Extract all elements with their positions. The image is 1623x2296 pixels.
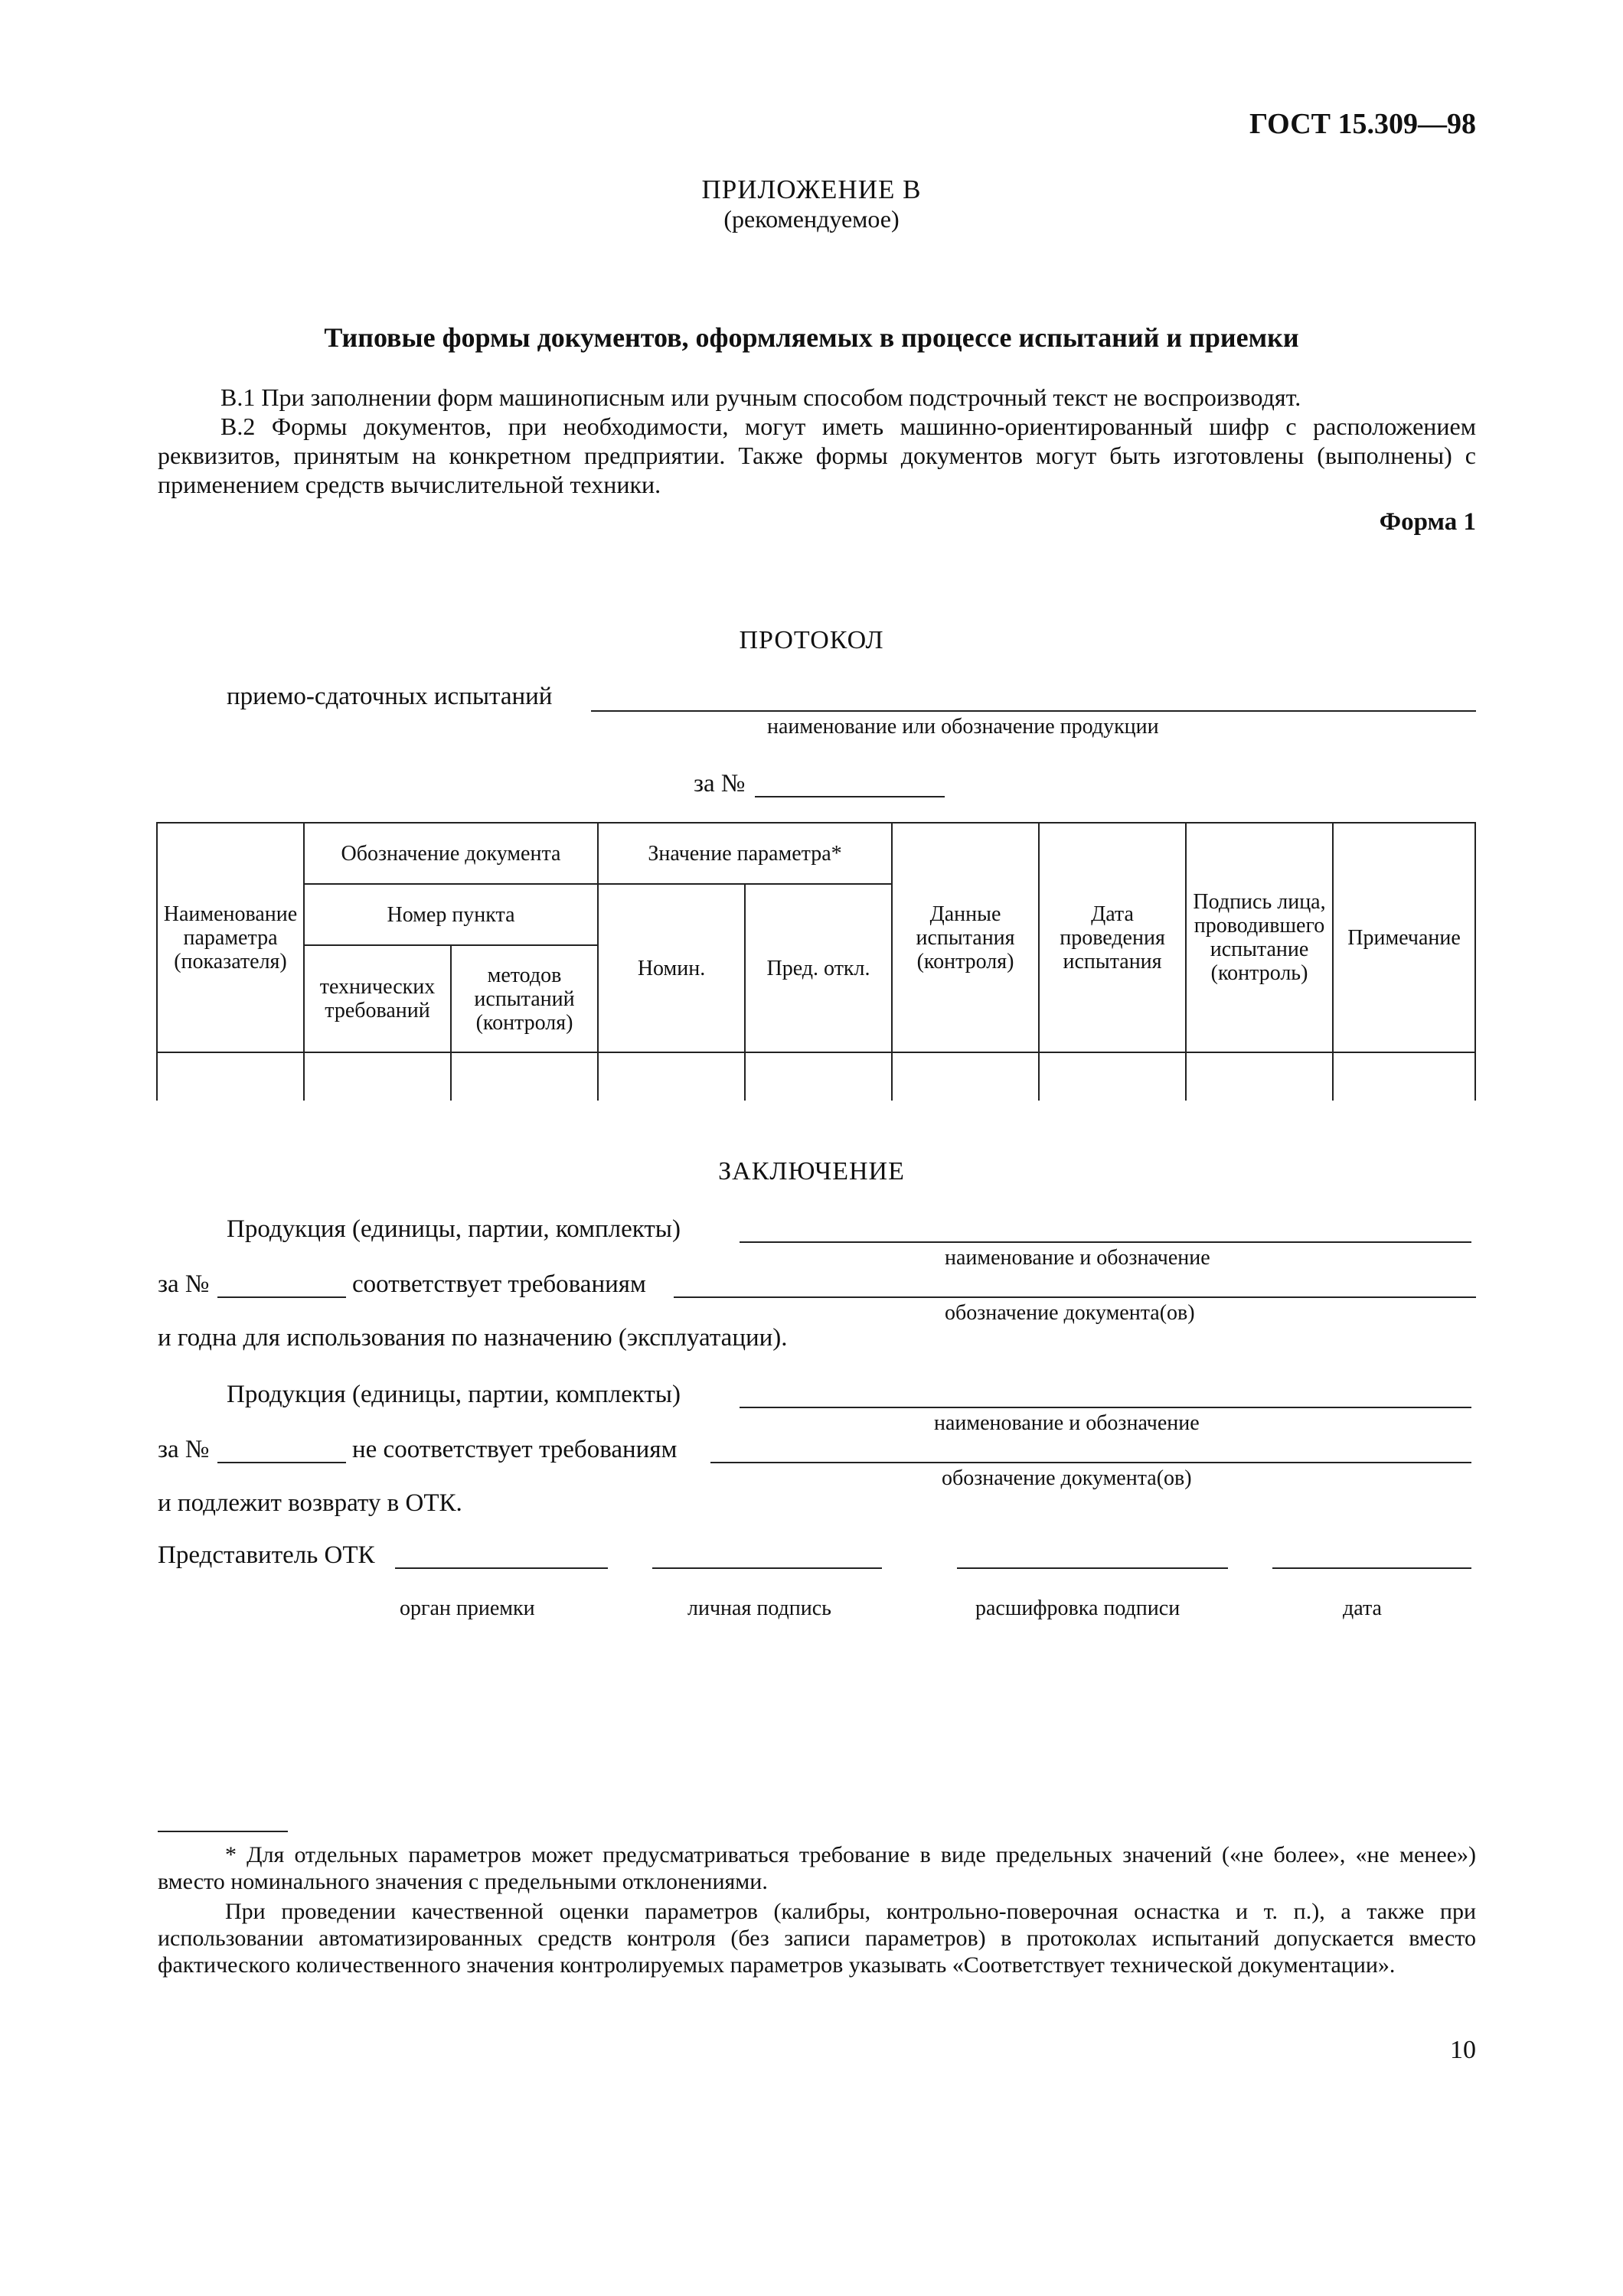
table-cell[interactable]	[892, 1052, 1039, 1101]
not-complies-doc-field[interactable]	[710, 1462, 1471, 1463]
protocol-title: ПРОТОКОЛ	[739, 626, 884, 654]
protocol-line1-label: приемо-сдаточных испытаний	[227, 683, 553, 710]
not-complies-label: не соответствует требованиям	[352, 1436, 678, 1463]
col-tolerance: Пред. откл.	[745, 884, 892, 1052]
conclusion-name-caption-2: наименование и обозначение	[934, 1411, 1200, 1435]
conclusion-name-caption: наименование и обозначение	[945, 1246, 1210, 1270]
table-cell[interactable]	[1333, 1052, 1475, 1101]
conclusion-doc-caption-2: обозначение документа(ов)	[942, 1466, 1192, 1490]
col-param-name: Наименование параметра (показателя)	[157, 823, 304, 1052]
col-test-data: Данные испытания (контроля)	[892, 823, 1039, 1052]
standard-designation: ГОСТ 15.309—98	[1249, 108, 1476, 140]
sig-caption-body: орган приемки	[400, 1596, 535, 1620]
protocol-product-caption: наименование или обозначение продукции	[767, 715, 1159, 739]
rep-label: Представитель ОТК	[158, 1541, 375, 1569]
date-field[interactable]	[1272, 1567, 1471, 1569]
complies-doc-field[interactable]	[674, 1296, 1476, 1298]
section-title: Типовые формы документов, оформляемых в процессе испытаний и приемки	[324, 322, 1299, 353]
page-number: 10	[1450, 2036, 1476, 2064]
col-test-date: Дата проведения испытания	[1039, 823, 1186, 1052]
footnote-2: При проведении качественной оценки параметров (калибры, контрольно-поверочная оснастка и т. п.), а также при использовании автоматизированных средств контроля (без записи параметров) в протоколах испытаний допускается вместо фактического количественного значения контролируемых параметров указывать «Соответствует технической документации».	[158, 1899, 1476, 1978]
table-row	[157, 1052, 1475, 1101]
sig-caption-decoding: расшифровка подписи	[975, 1596, 1181, 1620]
table-cell[interactable]	[304, 1052, 451, 1101]
paragraph-b1: В.1 При заполнении форм машинописным или ручным способом подстрочный текст не воспроизводят.	[220, 383, 1301, 411]
table-cell[interactable]	[1039, 1052, 1186, 1101]
signature-decoding-field[interactable]	[957, 1567, 1228, 1569]
table-cell[interactable]	[451, 1052, 598, 1101]
paragraph-b2: В.2 Формы документов, при необходимости, могут иметь машинно-ориентированный шифр с расположением реквизитов, принятым на конкретном предприятии. Также формы документов могут быть изготовлены (выполнены) с применением средств вычислительной техники.	[158, 413, 1476, 498]
protocol-number-label: за №	[694, 770, 746, 797]
footnote-separator	[158, 1831, 288, 1832]
col-test-methods: методов испытаний (контроля)	[451, 945, 598, 1052]
col-nominal: Номин.	[598, 884, 745, 1052]
protocol-product-field[interactable]	[591, 710, 1476, 712]
col-tech-req: технических требований	[304, 945, 451, 1052]
conclusion-number-label: за №	[158, 1270, 210, 1298]
col-doc-designation: Обозначение документа	[304, 823, 598, 884]
sig-caption-signature: личная подпись	[687, 1596, 831, 1620]
col-signature: Подпись лица, проводившего испытание (контроль)	[1186, 823, 1333, 1052]
conclusion-product-field-2[interactable]	[740, 1407, 1471, 1408]
form-label: Форма 1	[1379, 508, 1476, 536]
col-item-number: Номер пункта	[304, 884, 598, 945]
fit-text: и годна для использования по назначению (эксплуатации).	[158, 1324, 788, 1352]
conclusion-title: ЗАКЛЮЧЕНИЕ	[718, 1157, 905, 1186]
protocol-table	[156, 822, 1476, 1101]
table-cell[interactable]	[157, 1052, 304, 1101]
signature-field[interactable]	[652, 1567, 882, 1569]
table-cell[interactable]	[745, 1052, 892, 1101]
sig-caption-date: дата	[1343, 1596, 1382, 1620]
acceptance-body-field[interactable]	[395, 1567, 608, 1569]
col-param-value: Значение параметра*	[598, 823, 892, 884]
table-cell[interactable]	[598, 1052, 745, 1101]
conclusion-product-field[interactable]	[740, 1241, 1471, 1243]
conclusion-doc-caption: обозначение документа(ов)	[945, 1301, 1195, 1325]
complies-label: соответствует требованиям	[352, 1270, 646, 1298]
protocol-number-field[interactable]	[755, 796, 945, 797]
table-cell[interactable]	[1186, 1052, 1333, 1101]
appendix-title: ПРИЛОЖЕНИЕ В	[701, 174, 922, 204]
footnote-1: * Для отдельных параметров может предусматриваться требование в виде предельных значений («не более», «не менее») вместо номинального значения с предельными отклонениями.	[158, 1842, 1476, 1894]
conclusion-number-field[interactable]	[217, 1296, 346, 1298]
conclusion-product-label-2: Продукция (единицы, партии, комплекты)	[227, 1381, 681, 1408]
conclusion-product-label: Продукция (единицы, партии, комплекты)	[227, 1215, 681, 1243]
conclusion-number-label-2: за №	[158, 1436, 210, 1463]
return-text: и подлежит возврату в ОТК.	[158, 1489, 462, 1517]
conclusion-number-field-2[interactable]	[217, 1462, 346, 1463]
col-note: Примечание	[1333, 823, 1475, 1052]
appendix-subtitle: (рекомендуемое)	[723, 205, 900, 233]
